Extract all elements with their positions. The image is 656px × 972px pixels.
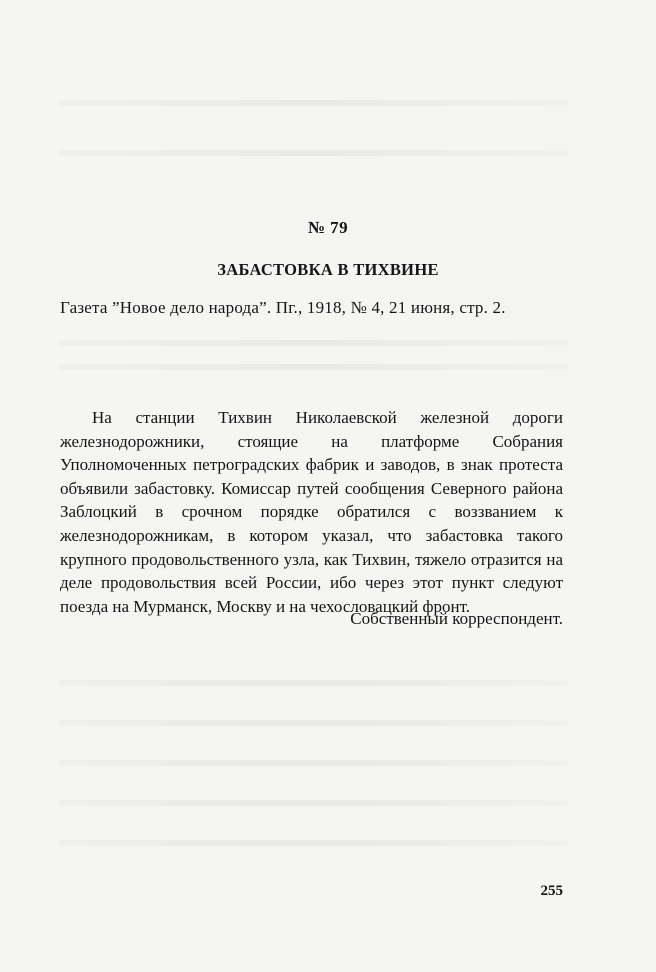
body-paragraph: На станции Тихвин Николаевской железной дороги железнодорожники, стоящие на платформе Собрания Уполномоченных петроградских фабрик и заводов, в знак протеста объявили забастовку. Комиссар путей сообщения Северного района Заблоцкий в срочном порядке обратился с воззванием к железнодорожникам, в котором указал, что забастовка такого крупного продовольственного узла, как Тихвин, тяжело отразится на деле продовольствия всей России, ибо через этот пункт следуют поезда на Мурманск, Москву и на чехословацкий фронт.	[60, 408, 563, 616]
document-title: ЗАБАСТОВКА В ТИХВИНЕ	[217, 260, 439, 279]
bleed-through-line	[58, 840, 568, 846]
bleed-through-line	[58, 680, 568, 686]
page-number: 255	[540, 883, 563, 899]
bleed-through-line	[58, 150, 568, 156]
bleed-through-line	[58, 720, 568, 726]
document-number: № 79	[307, 218, 349, 237]
bleed-through-line	[58, 340, 568, 346]
bleed-through-line	[58, 760, 568, 766]
bleed-through-line	[58, 100, 568, 106]
bleed-through-line	[58, 364, 568, 370]
bleed-through-line	[58, 800, 568, 806]
signature: Собственный корреспондент.	[350, 609, 563, 628]
source-citation: Газета ”Новое дело народа”. Пг., 1918, № 4, 21 июня, стр. 2.	[60, 298, 506, 317]
